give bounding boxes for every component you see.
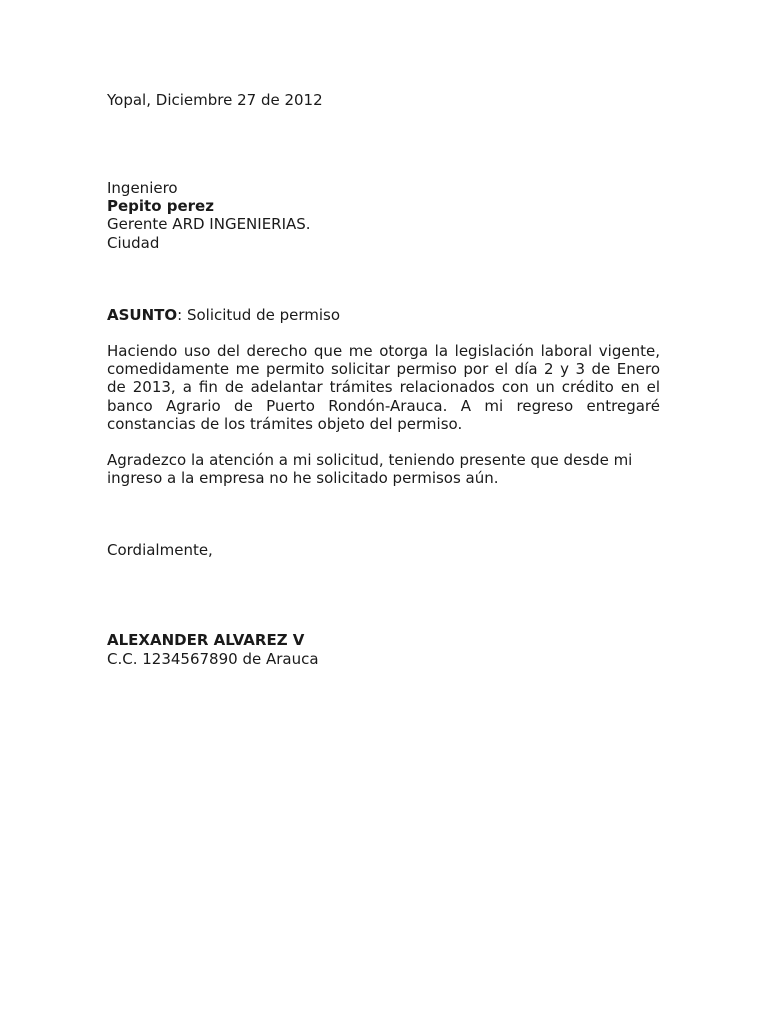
subject-text: : Solicitud de permiso xyxy=(177,306,341,324)
recipient-city: Ciudad xyxy=(107,234,160,252)
body-paragraph-1-line: banco Agrario de Puerto Rondón-Arauca. A mi regreso entregaré xyxy=(107,396,660,415)
body-paragraph-1-line: Haciendo uso del derecho que me otorga la legislación laboral vigente, xyxy=(107,342,660,360)
body-paragraph-2-line: Agradezco la atención a mi solicitud, teniendo presente que desde mi xyxy=(107,451,633,469)
recipient-name: Pepito perez xyxy=(107,197,214,215)
body-paragraph-2-line: ingreso a la empresa no he solicitado permisos aún. xyxy=(107,469,499,488)
subject-label: ASUNTO xyxy=(107,306,178,324)
signature-name: ALEXANDER ALVAREZ V xyxy=(107,631,305,649)
subject-line xyxy=(107,306,340,324)
date-line: Yopal, Diciembre 27 de 2012 xyxy=(107,91,323,109)
closing-line: Cordialmente, xyxy=(107,541,213,559)
signature-id: C.C. 1234567890 de Arauca xyxy=(107,650,319,668)
body-paragraph-1-line: constancias de los trámites objeto del permiso. xyxy=(107,414,463,433)
recipient-position: Gerente ARD INGENIERIAS. xyxy=(107,215,311,233)
body-paragraph-1 xyxy=(107,342,660,433)
body-paragraph-1-line: comedidamente me permito solicitar permiso por el día 2 y 3 de Enero xyxy=(107,360,660,379)
body-paragraph-1-line: de 2013, a fin de adelantar trámites relacionados con un crédito en el xyxy=(107,378,660,397)
body-paragraph-2 xyxy=(107,451,660,487)
recipient-title: Ingeniero xyxy=(107,179,178,197)
